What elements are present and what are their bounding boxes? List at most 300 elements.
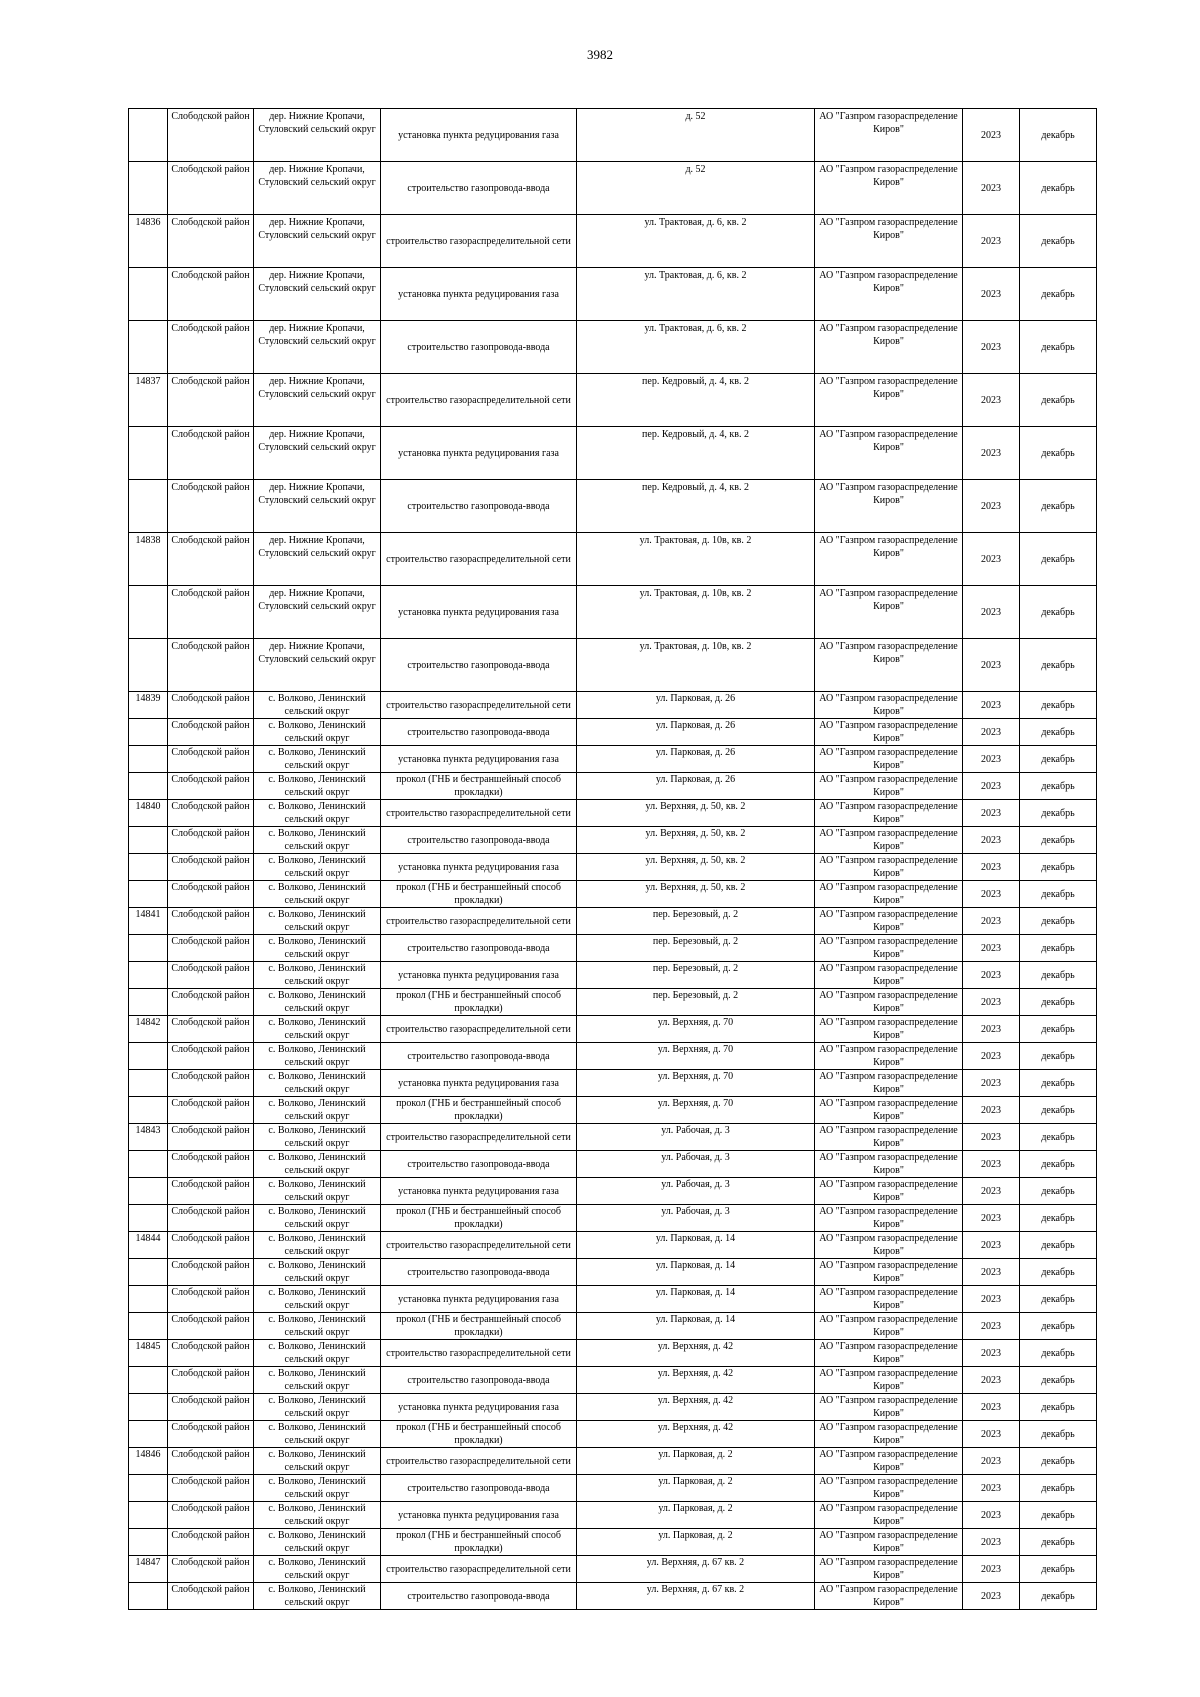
work-type-cell: установка пункта редуцирования газа [381,1286,577,1313]
district-cell: Слободской район [168,1583,254,1610]
locality-cell: с. Волково, Ленинский сельский округ [254,1583,381,1610]
organization-cell: АО "Газпром газораспределение Киров" [815,1475,963,1502]
row-number-cell [129,827,168,854]
year-cell: 2023 [963,1394,1020,1421]
table-row [129,1475,1097,1502]
address-cell: ул. Верхняя, д. 70 [577,1070,815,1097]
year-cell: 2023 [963,1124,1020,1151]
row-number-cell [129,1259,168,1286]
table-row [129,746,1097,773]
district-cell: Слободской район [168,215,254,268]
locality-cell: с. Волково, Ленинский сельский округ [254,1286,381,1313]
row-number-cell [129,1286,168,1313]
organization-cell: АО "Газпром газораспределение Киров" [815,1286,963,1313]
address-cell: ул. Рабочая, д. 3 [577,1151,815,1178]
year-cell: 2023 [963,827,1020,854]
address-cell: ул. Трактовая, д. 6, кв. 2 [577,215,815,268]
district-cell: Слободской район [168,746,254,773]
work-type-cell: строительство газопровода-ввода [381,719,577,746]
address-cell: ул. Трактовая, д. 10в, кв. 2 [577,533,815,586]
organization-cell: АО "Газпром газораспределение Киров" [815,109,963,162]
locality-cell: с. Волково, Ленинский сельский округ [254,1394,381,1421]
address-cell: ул. Верхняя, д. 67 кв. 2 [577,1556,815,1583]
work-type-cell: строительство газопровода-ввода [381,1043,577,1070]
district-cell: Слободской район [168,1529,254,1556]
month-cell: декабрь [1020,1394,1097,1421]
address-cell: ул. Парковая, д. 26 [577,773,815,800]
work-type-cell: установка пункта редуцирования газа [381,1070,577,1097]
district-cell: Слободской район [168,989,254,1016]
locality-cell: дер. Нижние Кропачи, Стуловский сельский округ [254,268,381,321]
address-cell: ул. Парковая, д. 2 [577,1475,815,1502]
year-cell: 2023 [963,162,1020,215]
work-type-cell: строительство газораспределительной сети [381,374,577,427]
address-cell: пер. Кедровый, д. 4, кв. 2 [577,374,815,427]
table-row [129,1016,1097,1043]
month-cell: декабрь [1020,268,1097,321]
district-cell: Слободской район [168,321,254,374]
locality-cell: с. Волково, Ленинский сельский округ [254,1556,381,1583]
work-type-cell: строительство газораспределительной сети [381,1016,577,1043]
locality-cell: с. Волково, Ленинский сельский округ [254,908,381,935]
month-cell: декабрь [1020,1286,1097,1313]
locality-cell: с. Волково, Ленинский сельский округ [254,1205,381,1232]
work-type-cell: установка пункта редуцирования газа [381,854,577,881]
table-row [129,962,1097,989]
district-cell: Слободской район [168,1340,254,1367]
page-number: 3982 [587,47,613,62]
district-cell: Слободской район [168,1259,254,1286]
table-row [129,1367,1097,1394]
work-type-cell: строительство газораспределительной сети [381,1232,577,1259]
locality-cell: дер. Нижние Кропачи, Стуловский сельский округ [254,321,381,374]
district-cell: Слободской район [168,1124,254,1151]
month-cell: декабрь [1020,1421,1097,1448]
locality-cell: с. Волково, Ленинский сельский округ [254,827,381,854]
row-number-cell [129,746,168,773]
organization-cell: АО "Газпром газораспределение Киров" [815,1394,963,1421]
row-number-cell [129,719,168,746]
row-number-cell [129,162,168,215]
locality-cell: с. Волково, Ленинский сельский округ [254,1475,381,1502]
organization-cell: АО "Газпром газораспределение Киров" [815,215,963,268]
year-cell: 2023 [963,719,1020,746]
table-row [129,1583,1097,1610]
row-number-cell [129,1475,168,1502]
table-row [129,586,1097,639]
year-cell: 2023 [963,427,1020,480]
year-cell: 2023 [963,215,1020,268]
organization-cell: АО "Газпром газораспределение Киров" [815,1178,963,1205]
table-row [129,1556,1097,1583]
month-cell: декабрь [1020,1340,1097,1367]
locality-cell: дер. Нижние Кропачи, Стуловский сельский округ [254,162,381,215]
organization-cell: АО "Газпром газораспределение Киров" [815,1502,963,1529]
year-cell: 2023 [963,800,1020,827]
table-row [129,827,1097,854]
organization-cell: АО "Газпром газораспределение Киров" [815,162,963,215]
work-type-cell: прокол (ГНБ и бестраншейный способ прокладки) [381,1313,577,1340]
year-cell: 2023 [963,480,1020,533]
locality-cell: с. Волково, Ленинский сельский округ [254,854,381,881]
locality-cell: с. Волково, Ленинский сельский округ [254,1232,381,1259]
month-cell: декабрь [1020,1070,1097,1097]
work-type-cell: строительство газораспределительной сети [381,692,577,719]
district-cell: Слободской район [168,881,254,908]
locality-cell: с. Волково, Ленинский сельский округ [254,1421,381,1448]
district-cell: Слободской район [168,374,254,427]
work-type-cell: строительство газопровода-ввода [381,935,577,962]
table-row [129,215,1097,268]
year-cell: 2023 [963,1097,1020,1124]
work-type-cell: установка пункта редуцирования газа [381,962,577,989]
row-number-cell [129,480,168,533]
organization-cell: АО "Газпром газораспределение Киров" [815,989,963,1016]
locality-cell: с. Волково, Ленинский сельский округ [254,1043,381,1070]
organization-cell: АО "Газпром газораспределение Киров" [815,1016,963,1043]
table-row [129,268,1097,321]
year-cell: 2023 [963,109,1020,162]
row-number-cell [129,109,168,162]
row-number-cell [129,881,168,908]
table-row [129,935,1097,962]
organization-cell: АО "Газпром газораспределение Киров" [815,827,963,854]
organization-cell: АО "Газпром газораспределение Киров" [815,1124,963,1151]
locality-cell: с. Волково, Ленинский сельский округ [254,1529,381,1556]
address-cell: ул. Парковая, д. 26 [577,692,815,719]
table-row [129,1232,1097,1259]
month-cell: декабрь [1020,854,1097,881]
locality-cell: с. Волково, Ленинский сельский округ [254,692,381,719]
year-cell: 2023 [963,692,1020,719]
address-cell: д. 52 [577,162,815,215]
locality-cell: с. Волково, Ленинский сельский округ [254,1502,381,1529]
address-cell: ул. Парковая, д. 14 [577,1286,815,1313]
year-cell: 2023 [963,1313,1020,1340]
year-cell: 2023 [963,773,1020,800]
table-row [129,989,1097,1016]
locality-cell: с. Волково, Ленинский сельский округ [254,962,381,989]
month-cell: декабрь [1020,586,1097,639]
year-cell: 2023 [963,854,1020,881]
table-row [129,854,1097,881]
table-row [129,427,1097,480]
month-cell: декабрь [1020,908,1097,935]
table-row [129,1394,1097,1421]
month-cell: декабрь [1020,962,1097,989]
work-type-cell: прокол (ГНБ и бестраншейный способ прокладки) [381,773,577,800]
table-row [129,719,1097,746]
row-number-cell: 14839 [129,692,168,719]
address-cell: ул. Верхняя, д. 50, кв. 2 [577,881,815,908]
month-cell: декабрь [1020,1313,1097,1340]
work-type-cell: установка пункта редуцирования газа [381,746,577,773]
row-number-cell: 14847 [129,1556,168,1583]
year-cell: 2023 [963,1556,1020,1583]
month-cell: декабрь [1020,746,1097,773]
month-cell: декабрь [1020,1448,1097,1475]
district-cell: Слободской район [168,1502,254,1529]
month-cell: декабрь [1020,215,1097,268]
district-cell: Слободской район [168,1178,254,1205]
district-cell: Слободской район [168,827,254,854]
district-cell: Слободской район [168,800,254,827]
table-row [129,1286,1097,1313]
year-cell: 2023 [963,989,1020,1016]
row-number-cell [129,321,168,374]
work-type-cell: прокол (ГНБ и бестраншейный способ прокладки) [381,1205,577,1232]
address-cell: ул. Рабочая, д. 3 [577,1124,815,1151]
table-row [129,480,1097,533]
work-type-cell: прокол (ГНБ и бестраншейный способ прокладки) [381,1097,577,1124]
row-number-cell: 14842 [129,1016,168,1043]
row-number-cell [129,1367,168,1394]
work-type-cell: установка пункта редуцирования газа [381,586,577,639]
table-row [129,1502,1097,1529]
address-cell: пер. Кедровый, д. 4, кв. 2 [577,480,815,533]
organization-cell: АО "Газпром газораспределение Киров" [815,1043,963,1070]
year-cell: 2023 [963,586,1020,639]
address-cell: пер. Березовый, д. 2 [577,962,815,989]
address-cell: ул. Трактовая, д. 6, кв. 2 [577,321,815,374]
district-cell: Слободской район [168,1016,254,1043]
locality-cell: дер. Нижние Кропачи, Стуловский сельский округ [254,639,381,692]
locality-cell: с. Волково, Ленинский сельский округ [254,1124,381,1151]
organization-cell: АО "Газпром газораспределение Киров" [815,692,963,719]
month-cell: декабрь [1020,533,1097,586]
address-cell: ул. Верхняя, д. 50, кв. 2 [577,827,815,854]
year-cell: 2023 [963,1016,1020,1043]
address-cell: ул. Парковая, д. 26 [577,746,815,773]
month-cell: декабрь [1020,881,1097,908]
district-cell: Слободской район [168,962,254,989]
locality-cell: с. Волково, Ленинский сельский округ [254,773,381,800]
year-cell: 2023 [963,1448,1020,1475]
row-number-cell [129,1205,168,1232]
row-number-cell [129,1151,168,1178]
address-cell: ул. Верхняя, д. 42 [577,1421,815,1448]
address-cell: ул. Верхняя, д. 70 [577,1097,815,1124]
month-cell: декабрь [1020,427,1097,480]
work-type-cell: прокол (ГНБ и бестраншейный способ прокладки) [381,881,577,908]
row-number-cell: 14836 [129,215,168,268]
organization-cell: АО "Газпром газораспределение Киров" [815,1205,963,1232]
year-cell: 2023 [963,1529,1020,1556]
work-type-cell: строительство газопровода-ввода [381,639,577,692]
year-cell: 2023 [963,1259,1020,1286]
row-number-cell [129,1583,168,1610]
district-cell: Слободской район [168,1151,254,1178]
table-row [129,800,1097,827]
year-cell: 2023 [963,1286,1020,1313]
row-number-cell: 14844 [129,1232,168,1259]
row-number-cell [129,639,168,692]
address-cell: ул. Трактовая, д. 6, кв. 2 [577,268,815,321]
work-type-cell: установка пункта редуцирования газа [381,268,577,321]
month-cell: декабрь [1020,935,1097,962]
district-cell: Слободской район [168,773,254,800]
work-type-cell: установка пункта редуцирования газа [381,427,577,480]
address-cell: ул. Парковая, д. 14 [577,1232,815,1259]
locality-cell: с. Волково, Ленинский сельский округ [254,1151,381,1178]
district-cell: Слободской район [168,639,254,692]
month-cell: декабрь [1020,989,1097,1016]
organization-cell: АО "Газпром газораспределение Киров" [815,1421,963,1448]
district-cell: Слободской район [168,533,254,586]
organization-cell: АО "Газпром газораспределение Киров" [815,800,963,827]
locality-cell: с. Волково, Ленинский сельский округ [254,719,381,746]
work-type-cell: строительство газопровода-ввода [381,1259,577,1286]
table-row [129,1448,1097,1475]
year-cell: 2023 [963,908,1020,935]
district-cell: Слободской район [168,1232,254,1259]
district-cell: Слободской район [168,1394,254,1421]
month-cell: декабрь [1020,374,1097,427]
month-cell: декабрь [1020,800,1097,827]
work-type-cell: строительство газопровода-ввода [381,1583,577,1610]
year-cell: 2023 [963,533,1020,586]
organization-cell: АО "Газпром газораспределение Киров" [815,374,963,427]
table-row [129,162,1097,215]
work-type-cell: прокол (ГНБ и бестраншейный способ прокладки) [381,1529,577,1556]
work-type-cell: прокол (ГНБ и бестраншейный способ прокладки) [381,989,577,1016]
row-number-cell [129,962,168,989]
district-cell: Слободской район [168,586,254,639]
month-cell: декабрь [1020,1475,1097,1502]
row-number-cell: 14845 [129,1340,168,1367]
district-cell: Слободской район [168,480,254,533]
district-cell: Слободской район [168,1421,254,1448]
month-cell: декабрь [1020,1205,1097,1232]
district-cell: Слободской район [168,1205,254,1232]
row-number-cell [129,1421,168,1448]
month-cell: декабрь [1020,109,1097,162]
table-row [129,908,1097,935]
address-cell: ул. Парковая, д. 26 [577,719,815,746]
organization-cell: АО "Газпром газораспределение Киров" [815,1232,963,1259]
address-cell: ул. Парковая, д. 14 [577,1313,815,1340]
address-cell: ул. Рабочая, д. 3 [577,1205,815,1232]
work-type-cell: установка пункта редуцирования газа [381,109,577,162]
month-cell: декабрь [1020,1502,1097,1529]
table-row [129,692,1097,719]
work-type-cell: строительство газораспределительной сети [381,1448,577,1475]
month-cell: декабрь [1020,321,1097,374]
table-row [129,1151,1097,1178]
row-number-cell [129,1394,168,1421]
organization-cell: АО "Газпром газораспределение Киров" [815,1367,963,1394]
address-cell: ул. Парковая, д. 14 [577,1259,815,1286]
year-cell: 2023 [963,639,1020,692]
year-cell: 2023 [963,1340,1020,1367]
work-type-cell: прокол (ГНБ и бестраншейный способ прокладки) [381,1421,577,1448]
month-cell: декабрь [1020,162,1097,215]
district-cell: Слободской район [168,427,254,480]
work-type-cell: установка пункта редуцирования газа [381,1394,577,1421]
address-cell: ул. Парковая, д. 2 [577,1448,815,1475]
district-cell: Слободской район [168,1070,254,1097]
row-number-cell [129,427,168,480]
locality-cell: дер. Нижние Кропачи, Стуловский сельский округ [254,427,381,480]
month-cell: декабрь [1020,692,1097,719]
year-cell: 2023 [963,1043,1020,1070]
district-cell: Слободской район [168,719,254,746]
year-cell: 2023 [963,881,1020,908]
row-number-cell [129,989,168,1016]
row-number-cell: 14843 [129,1124,168,1151]
district-cell: Слободской район [168,935,254,962]
locality-cell: с. Волково, Ленинский сельский округ [254,1448,381,1475]
table-row [129,1340,1097,1367]
row-number-cell [129,773,168,800]
organization-cell: АО "Газпром газораспределение Киров" [815,1070,963,1097]
table-row [129,1097,1097,1124]
table-row [129,1205,1097,1232]
row-number-cell [129,268,168,321]
row-number-cell: 14841 [129,908,168,935]
row-number-cell: 14846 [129,1448,168,1475]
month-cell: декабрь [1020,1178,1097,1205]
address-cell: ул. Верхняя, д. 67 кв. 2 [577,1583,815,1610]
locality-cell: дер. Нижние Кропачи, Стуловский сельский округ [254,215,381,268]
address-cell: ул. Парковая, д. 2 [577,1502,815,1529]
month-cell: декабрь [1020,827,1097,854]
year-cell: 2023 [963,374,1020,427]
district-cell: Слободской район [168,908,254,935]
address-cell: пер. Березовый, д. 2 [577,908,815,935]
work-type-cell: установка пункта редуцирования газа [381,1502,577,1529]
address-cell: ул. Верхняя, д. 70 [577,1043,815,1070]
month-cell: декабрь [1020,639,1097,692]
district-cell: Слободской район [168,1286,254,1313]
table-row [129,1178,1097,1205]
work-type-cell: строительство газораспределительной сети [381,1340,577,1367]
work-type-cell: установка пункта редуцирования газа [381,1178,577,1205]
row-number-cell: 14838 [129,533,168,586]
row-number-cell [129,1529,168,1556]
organization-cell: АО "Газпром газораспределение Киров" [815,268,963,321]
address-cell: пер. Кедровый, д. 4, кв. 2 [577,427,815,480]
organization-cell: АО "Газпром газораспределение Киров" [815,480,963,533]
row-number-cell [129,854,168,881]
locality-cell: дер. Нижние Кропачи, Стуловский сельский округ [254,374,381,427]
gasification-schedule-table [128,108,1097,1610]
work-type-cell: строительство газораспределительной сети [381,215,577,268]
address-cell: ул. Верхняя, д. 42 [577,1394,815,1421]
address-cell: ул. Парковая, д. 2 [577,1529,815,1556]
locality-cell: с. Волково, Ленинский сельский округ [254,989,381,1016]
year-cell: 2023 [963,1178,1020,1205]
table-row [129,1421,1097,1448]
district-cell: Слободской район [168,1556,254,1583]
row-number-cell [129,1070,168,1097]
organization-cell: АО "Газпром газораспределение Киров" [815,1259,963,1286]
organization-cell: АО "Газпром газораспределение Киров" [815,1529,963,1556]
year-cell: 2023 [963,1583,1020,1610]
month-cell: декабрь [1020,1583,1097,1610]
month-cell: декабрь [1020,773,1097,800]
district-cell: Слободской район [168,1475,254,1502]
organization-cell: АО "Газпром газораспределение Киров" [815,1097,963,1124]
locality-cell: дер. Нижние Кропачи, Стуловский сельский округ [254,480,381,533]
month-cell: декабрь [1020,1232,1097,1259]
work-type-cell: строительство газораспределительной сети [381,908,577,935]
month-cell: декабрь [1020,1529,1097,1556]
district-cell: Слободской район [168,1043,254,1070]
table-row [129,374,1097,427]
locality-cell: с. Волково, Ленинский сельский округ [254,800,381,827]
organization-cell: АО "Газпром газораспределение Киров" [815,586,963,639]
